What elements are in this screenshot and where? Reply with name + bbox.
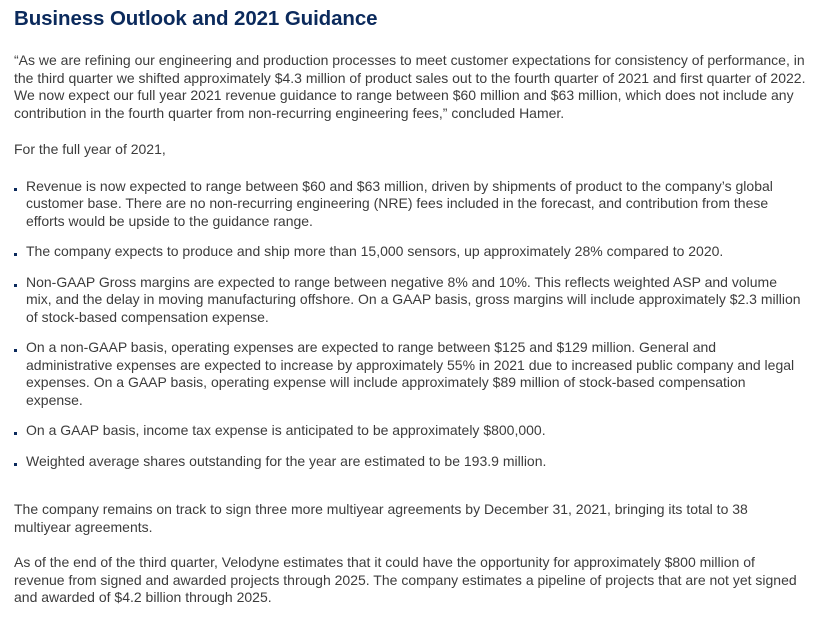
quote-paragraph: “As we are refining our engineering and production processes to meet customer expectations for consistency of performance, in the third quarter we shifted approximately $4.3 million of product sales out to the fourth quarter of 2021 and first quarter of 2022. We now expect our full year 2021 revenue guidance to range between $60 million and $63 million, which does not include any contribution in the fourth quarter from non-recurring engineering fees,” concluded Hamer. [14,52,806,121]
list-item-text: Non-GAAP Gross margins are expected to range between negative 8% and 10%. This reflects weighted ASP and volume mix, and the delay in moving manufacturing offshore. On a GAAP basis, gross margins will include approximately $2.3 million of stock-based compensation expense. [26,273,801,325]
section-heading: Business Outlook and 2021 Guidance [14,7,378,30]
list-item-text: Weighted average shares outstanding for the year are estimated to be 193.9 million. [26,452,547,469]
bullet-icon [14,432,17,435]
list-item-text: On a non-GAAP basis, operating expenses are expected to range between $125 and $129 million. General and administrative expenses are expected to increase by approximately 55% in 2021 due to increased public company and legal expenses. On a GAAP basis, operating expense will include approximately $89 million of stock-based compensation expense. [26,339,795,408]
bullet-icon [14,349,17,352]
list-item [14,274,806,327]
list-item-text: Revenue is now expected to range between $60 and $63 million, driven by shipments of product to the company’s global customer base. There are no non-recurring engineering (NRE) fees included in the forecast, and contribution from these efforts would be upside to the guidance range. [26,177,773,229]
intro-paragraph: For the full year of 2021, [14,141,166,157]
list-item [14,339,806,409]
bullet-icon [14,284,17,287]
list-item [14,453,806,471]
agreements-paragraph: The company remains on track to sign three more multiyear agreements by December 31, 2021, bringing its total to 38 multiyear agreements. [14,501,748,535]
list-item [14,243,806,261]
bullet-icon [14,188,17,191]
list-item [14,178,806,231]
guidance-list [14,178,806,471]
list-item-text: The company expects to produce and ship more than 15,000 sensors, up approximately 28% compared to 2020. [26,243,724,259]
list-item-text: On a GAAP basis, income tax expense is anticipated to be approximately $800,000. [26,422,546,438]
list-item [14,422,806,440]
bullet-icon [14,463,17,466]
pipeline-paragraph: As of the end of the third quarter, Velodyne estimates that it could have the opportunity for approximately $800 million of revenue from signed and awarded projects through 2025. The company estimates a pipeline of projects that are not yet signed and awarded of $4.2 billion through 2025. [14,554,797,605]
bullet-icon [14,253,17,256]
